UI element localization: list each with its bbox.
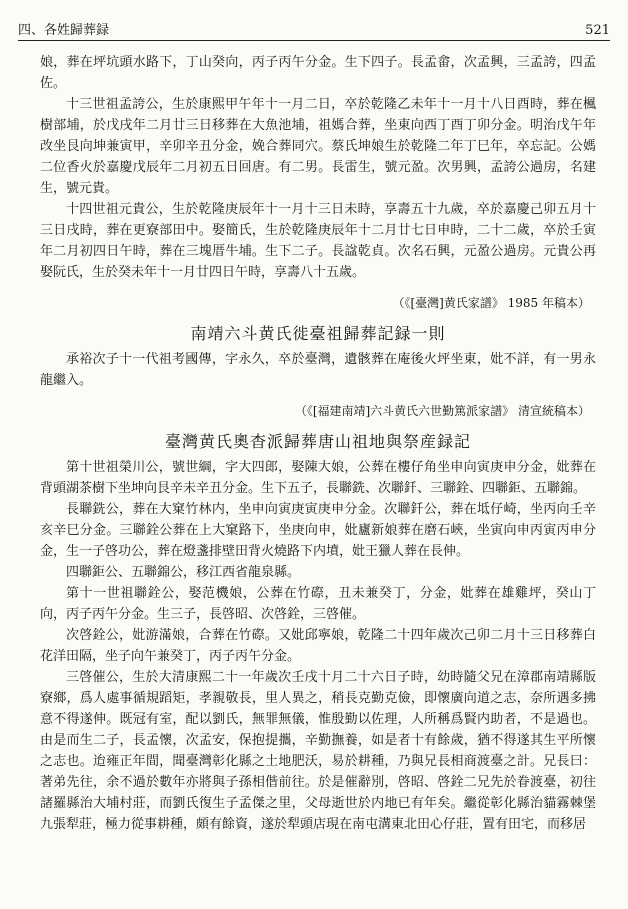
source-citation-2: （《[福建南靖]六斗黄氏六世勤篤派家譜》 清宣統稿本） [294,404,590,418]
paragraph-11th-generation: 第十一世祖聯銓公，娶范機娘，公葬在竹磜，丑未兼癸丁，分金，妣葬在雄雞坪，癸山丁向，丙子丙午分金。生三子，長啓昭、次啓銓，三啓催。 [40,586,596,622]
paragraph-nanjing: 承裕次子十一代祖考國傳，字永久，卒於臺灣，遺骸葬在庵後火坪坐東，妣不詳，有一男永龍繼入。 [40,352,596,388]
page-number: 521 [585,23,610,38]
chapter-heading: 四、各姓歸葬録 [18,23,110,38]
source-citation-1: （《[臺灣]黄氏家譜》 1985 年稿本） [392,296,590,310]
header-rule [18,40,610,41]
section-title-2: 臺灣黄氏奧杳派歸葬唐山祖地與祭産録記 [164,432,471,451]
paragraph-14th-generation: 十四世祖元貴公，生於乾隆庚辰年十一月十三日未時，享壽五十九歲，卒於嘉慶己卯五月十三日戌時，葬在更寮部田中。娶簡氏，生於乾隆庚辰年十二月廿七日申時，二十二歲，卒於壬寅年二月初四日午時，葬在三塊厝牛埔。生下二子。長諡乾貞。次名石興，元盈公過房。元貴公再娶阮氏，生於癸未年十一月廿四日午時，享壽八十五歲。 [40,202,596,280]
paragraph-third-son: 三啓催公，生於大清康熙二十一年歲次壬戌十月二十六日子時，幼時隨父兄在漳郡南靖縣版寮鄉，爲人處事循規蹈矩，孝親敬長，里人異之，稍長克勤克儉，即懷廣向道之志，奈所遇多拂意不得遂伸。既冠有室，配以劉氏，無罪無儀，惟殷勤以佐理，人所稱爲賢内助者，不是過也。由是而生二子，長孟懷，次孟安，保抱提攜，辛勤撫養，如是者十有餘歲，猶不得遂其生平所懷之志也。迨雍正年間，聞臺灣彰化縣之土地肥沃，易於耕種，乃與兄長相商渡臺之計。兄長曰：著弟先往，余不過於數年亦將與子孫相偕前往。於是催辭別，啓昭、啓銓二兄先於眷渡臺，初往諸羅縣治大埔村莊，而劉氏復生子孟傑之里，父母逝世於内地已有年矣。繼從彰化縣治貓霧棘堡九張犁莊，極力從事耕種，頗有餘資，遂於犁頭店現在南屯溝東北田心仔莊，置有田宅，而移居 [40,670,596,832]
paragraph-eldest-branch: 長聯銑公，葬在大窠竹林内，坐申向寅庚寅庚申分金。次聯釺公，葬在坻仔崎，坐丙向壬辛亥辛巳分金。三聯銓公葬在上大窠路下，坐庚向申，妣廬新娘葬在磨石峽，坐寅向申丙寅丙申分金，生一子啓功公，葬在燈盞排壁田背火燒路下内墳，妣王獵人葬在長伸。 [40,502,596,559]
paragraph-continued: 娘，葬在坪坑頭水路下，丁山癸向，丙子丙午分金。生下四子。長孟畲，次孟興，三孟誇，四孟佐。 [40,55,596,91]
paragraph-10th-generation: 第十世祖榮川公，號世綱，字大四郎，娶陳大娘，公葬在樓仔角坐申向寅庚申分金，妣葬在背頭湖茶樹下坐坤向艮辛未辛丑分金。生下五子，長聯銑、次聯釺、三聯銓、四聯鉅、五聯錦。 [40,460,596,496]
page-body [40,52,596,835]
section-title-1: 南靖六斗黄氏徙臺祖歸葬記録一則 [190,324,446,343]
paragraph-13th-generation: 十三世祖孟誇公，生於康熙甲午年十一月二日，卒於乾隆乙未年十一月十八日酉時，葬在楓樹部埔，於戊戌年二月廿三日移葬在大魚池埔，祖媽合葬，坐東向西丁酉丁卯分金。明治戊午年改坐艮向坤兼寅甲，辛卯辛丑分金，娩合葬同穴。蔡氏坤娘生於乾隆二年丁巳年，卒忘記。公媽二位香火於嘉慶戊辰年二月初五日回唐。有二男。長雷生，號元盈。次男興，孟誇公過房，名建生，號元貴。 [40,97,596,196]
paragraph-second-son: 次啓銓公，妣游滿娘，合葬在竹磜。又妣邱寧娘，乾隆二十四年歲次己卯二月十三日移葬白花洋田隔，坐子向午兼癸丁，丙子丙午分金。 [40,628,596,664]
paragraph-fourth-fifth: 四聯鉅公、五聯錦公，移江西省龍泉縣。 [66,565,301,580]
running-header [18,16,610,38]
